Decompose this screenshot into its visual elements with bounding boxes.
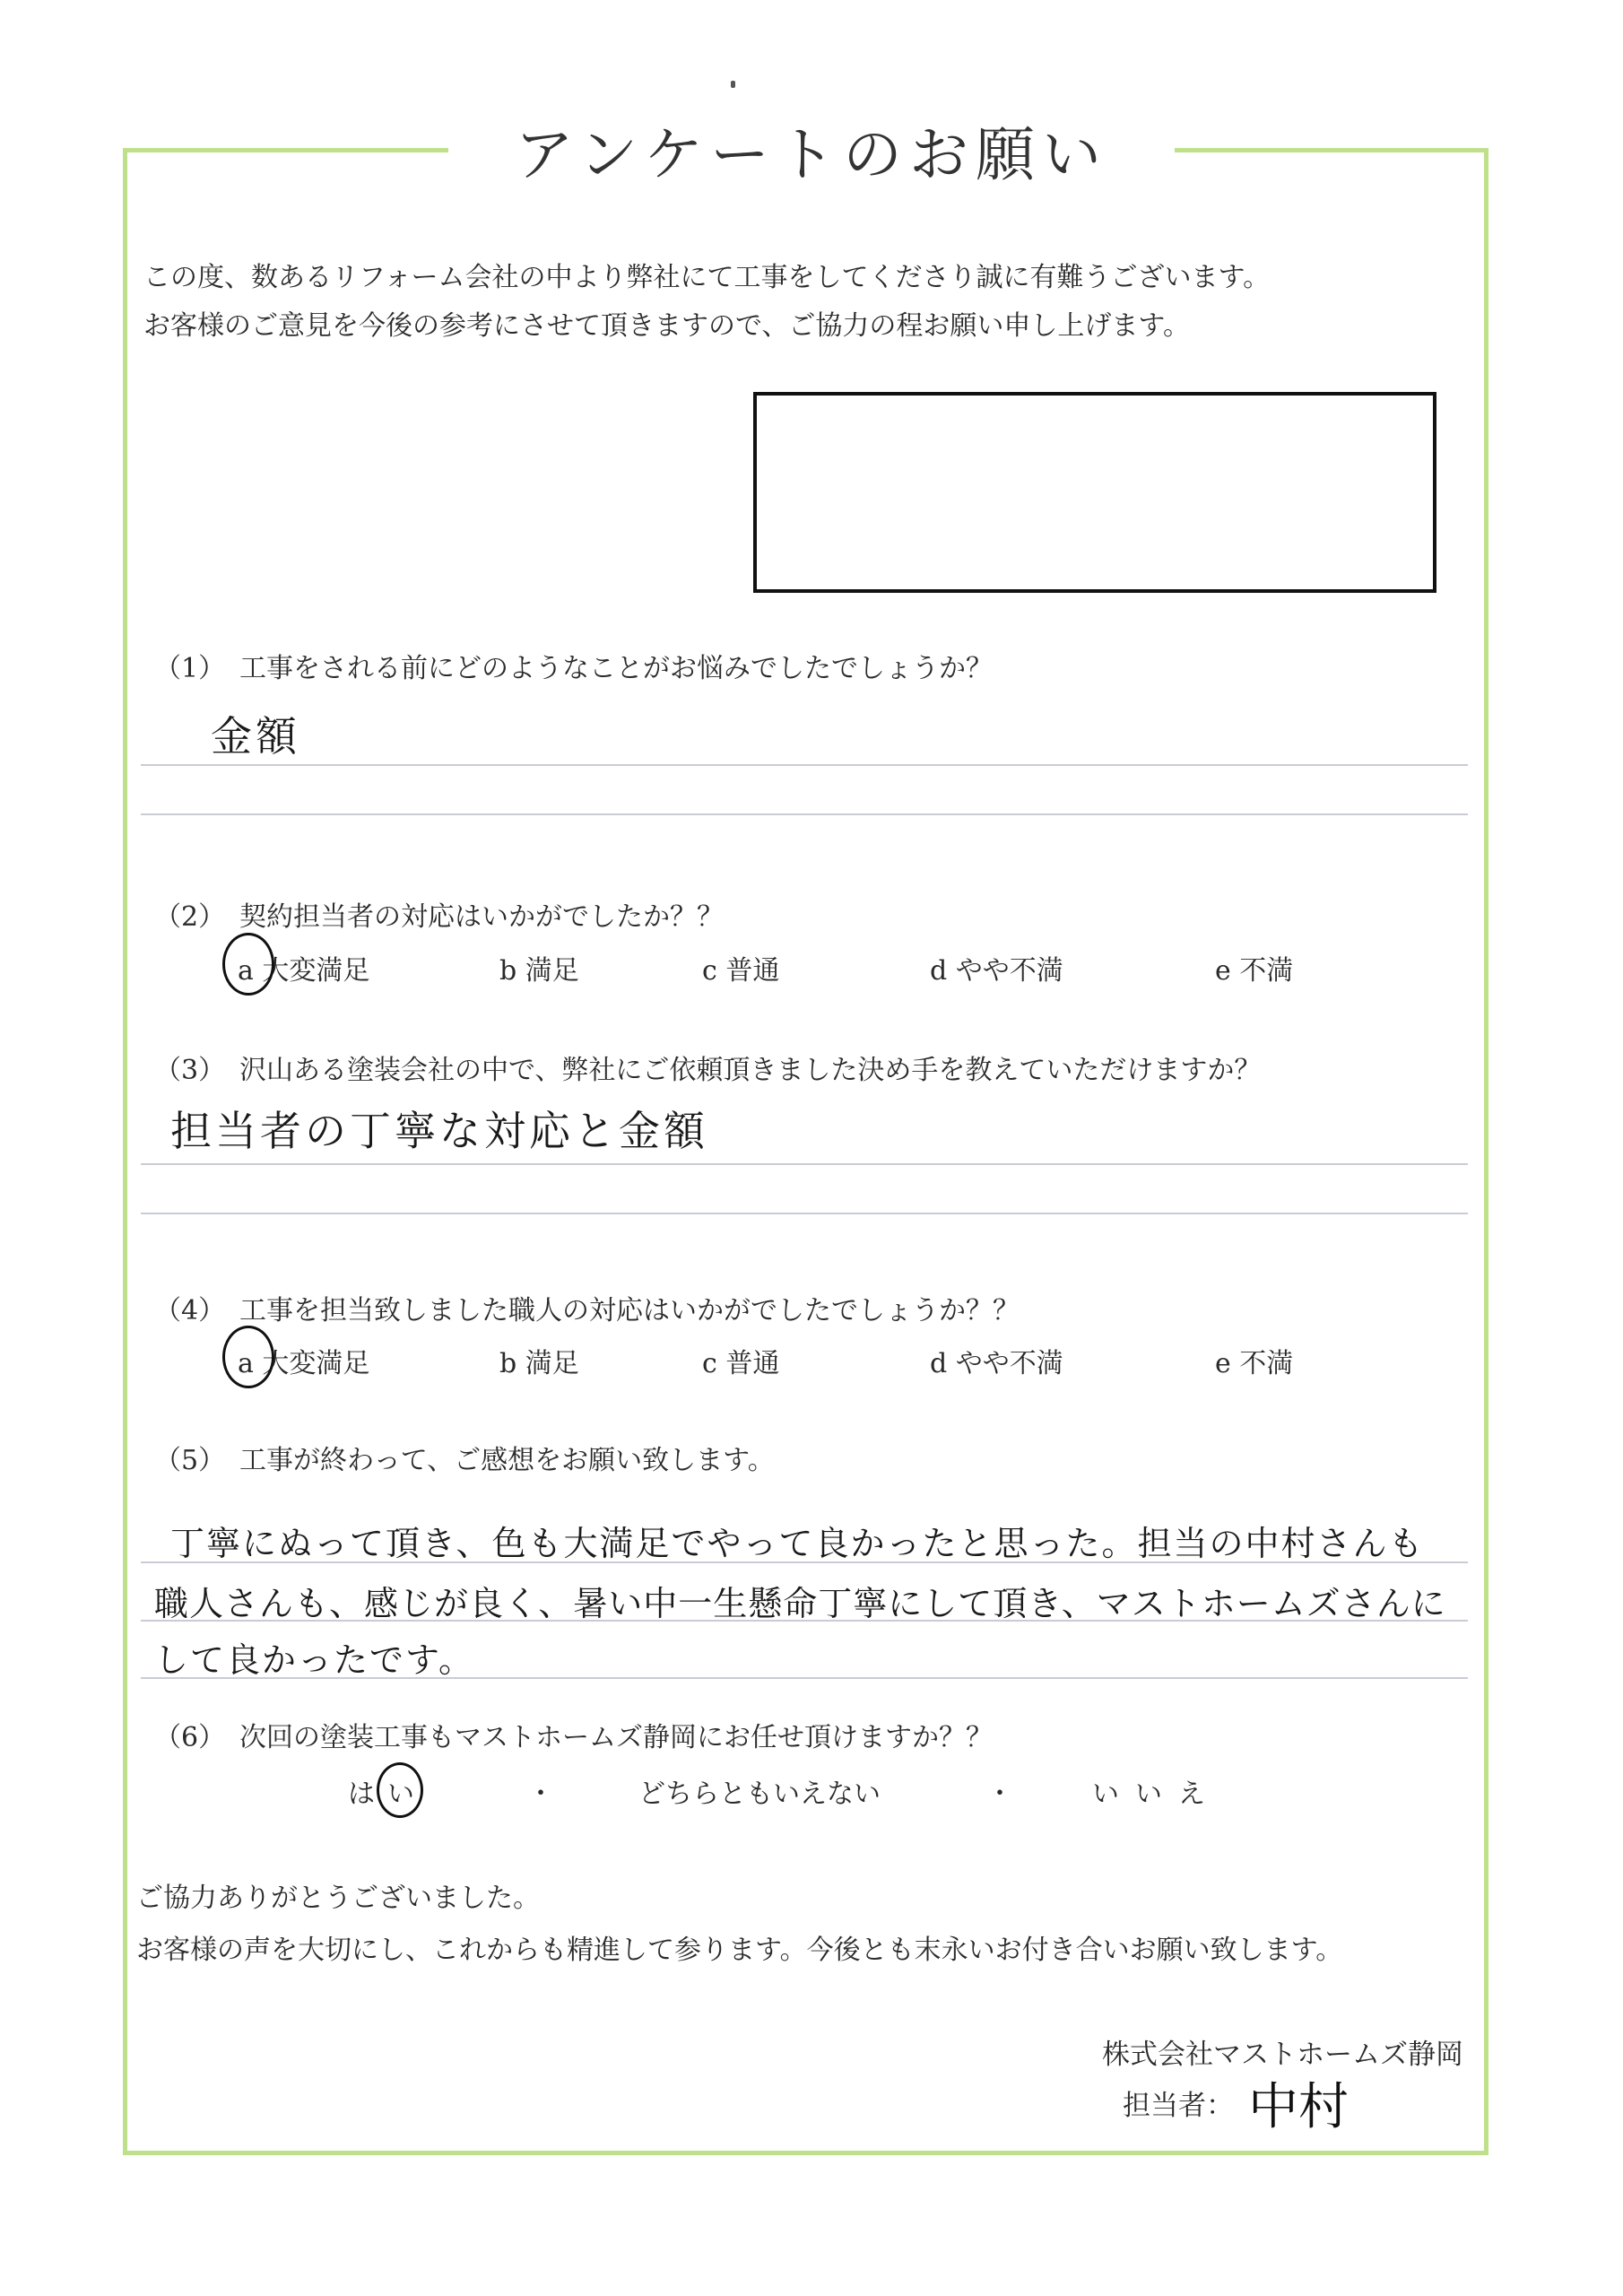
question-1-text: 工事をされる前にどのようなことがお悩みでしたでしょうか？ <box>239 653 993 684</box>
question-6 <box>154 1715 993 1754</box>
q4-selected-circle <box>222 1326 274 1388</box>
question-6-number: （6） <box>154 1722 226 1753</box>
closing-line-1: ご協力ありがとうございました。 <box>136 1883 540 1914</box>
customer-name-box <box>753 392 1436 593</box>
staff-signature: 中村 <box>1248 2078 1349 2136</box>
answer-3-line-2 <box>141 1213 1468 1214</box>
q2-selected-circle <box>222 933 274 996</box>
closing-line-2: お客様の声を大切にし、これからも精進して参ります。今後とも末永いお付き合いお願い致します。 <box>136 1935 1343 1966</box>
answer-1-line-2 <box>141 813 1468 815</box>
question-1-number: （1） <box>154 653 226 684</box>
q6-separator-1: ・ <box>527 1779 554 1810</box>
q6-option-yes: はい <box>348 1779 427 1810</box>
question-4-text: 工事を担当致しました職人の対応はいかがでしたでしょうか？？ <box>239 1295 1020 1326</box>
answer-5-line-1: 丁寧にぬって頂き、色も大満足でやって良かったと思った。担当の中村さんも <box>170 1524 1425 1563</box>
answer-5-line-2: 職人さんも、感じが良く、暑い中一生懸命丁寧にして頂き、マストホームズさんに <box>154 1584 1446 1623</box>
page-title: アンケートのお願い <box>514 120 1109 189</box>
answer-3-line-1 <box>141 1163 1468 1165</box>
question-4 <box>154 1288 1020 1327</box>
question-1 <box>154 646 993 685</box>
q2-option-b: b 満足 <box>499 955 579 987</box>
q4-option-b: b 満足 <box>499 1348 579 1379</box>
q6-separator-2: ・ <box>986 1779 1013 1810</box>
question-5-text: 工事が終わって、ご感想をお願い致します。 <box>239 1445 775 1476</box>
question-3 <box>154 1048 1261 1087</box>
q2-option-e: e 不満 <box>1215 955 1294 987</box>
q6-selected-circle <box>377 1762 423 1818</box>
question-6-text: 次回の塗装工事もマストホームズ静岡にお任せ頂けますか？？ <box>239 1722 993 1753</box>
question-2-text: 契約担当者の対応はいかがでしたか？？ <box>239 901 724 933</box>
q4-option-d: d やや不満 <box>930 1348 1063 1379</box>
question-3-text: 沢山ある塗装会社の中で、弊社にご依頼頂きました決め手を教えていただけますか？ <box>239 1055 1262 1086</box>
q4-option-c: c 普通 <box>702 1348 780 1379</box>
question-4-number: （4） <box>154 1295 226 1326</box>
q4-option-a: a 大変満足 <box>238 1348 370 1379</box>
q6-option-no: いいえ <box>1092 1779 1221 1810</box>
staff-label: 担当者： <box>1123 2090 1234 2122</box>
intro-line-2: お客様のご意見を今後の参考にさせて頂きますので、ご協力の程お願い申し上げます。 <box>143 310 1190 342</box>
answer-1-line-1 <box>141 764 1468 766</box>
q2-option-d: d やや不満 <box>930 955 1063 987</box>
answer-5-rule-1 <box>141 1561 1468 1563</box>
q4-option-e: e 不満 <box>1215 1348 1294 1379</box>
intro-line-1: この度、数あるリフォーム会社の中より弊社にて工事をしてくださり誠に有難うございます。 <box>143 262 1271 293</box>
question-2 <box>154 894 724 934</box>
question-3-number: （3） <box>154 1055 226 1086</box>
answer-1: 金額 <box>211 712 300 761</box>
question-5-number: （5） <box>154 1445 226 1476</box>
answer-3: 担当者の丁寧な対応と金額 <box>170 1107 708 1155</box>
question-5 <box>154 1438 775 1477</box>
q2-option-a: a 大変満足 <box>238 955 370 987</box>
answer-5-rule-2 <box>141 1620 1468 1622</box>
ink-speck <box>731 81 735 88</box>
question-2-number: （2） <box>154 901 226 933</box>
q6-option-neutral: どちらともいえない <box>638 1779 881 1810</box>
title-banner <box>448 106 1175 204</box>
answer-5-line-3: して良かったです。 <box>154 1640 474 1680</box>
q2-option-c: c 普通 <box>702 955 780 987</box>
answer-5-rule-3 <box>141 1677 1468 1679</box>
company-name: 株式会社マストホームズ静岡 <box>1102 2039 1463 2071</box>
closing-text <box>136 1873 1342 1977</box>
intro-text <box>143 254 1270 351</box>
